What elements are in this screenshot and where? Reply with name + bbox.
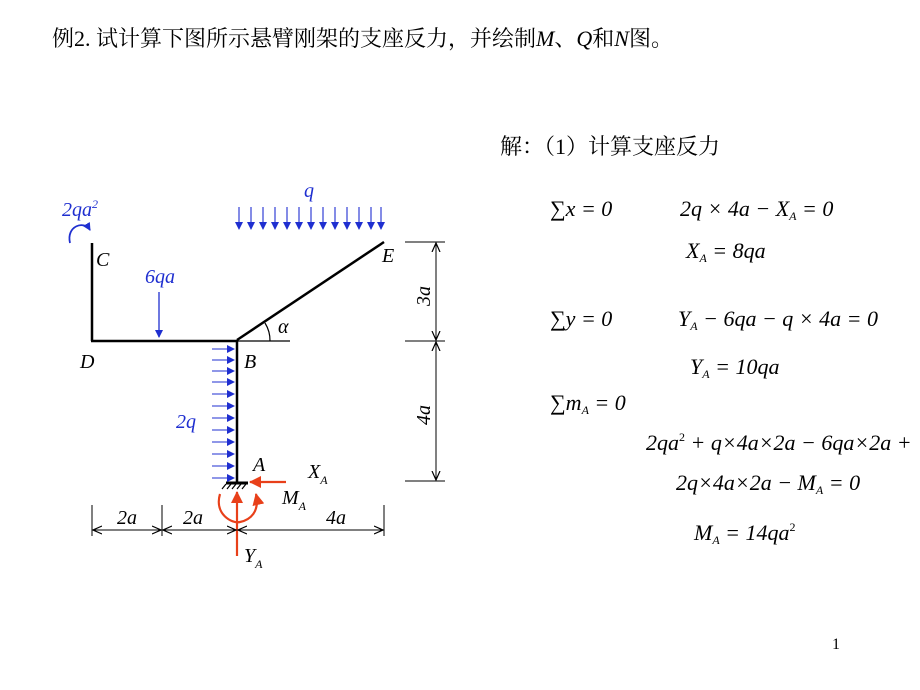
solution-heading: 解：（1）计算支座反力 — [500, 134, 721, 159]
frame-members — [91, 242, 384, 482]
equation-ya-result: $Y_A = 10qa$ — [690, 354, 780, 381]
moment-label: $2qa^2$ — [62, 197, 98, 221]
title-and: 和 — [592, 26, 615, 51]
equation-x-balance: $2q \times 4a - X_A = 0$ — [680, 196, 834, 223]
equation-sum-y: ∑y = 0 — [550, 306, 613, 331]
node-d-label: D — [80, 351, 95, 373]
dim-4a-horizontal: 4a — [326, 507, 346, 529]
fixed-support — [222, 483, 248, 489]
distributed-load-2q-arrows — [212, 349, 234, 478]
distributed-load-2q-label: 2q — [176, 411, 196, 433]
angle-label: α — [278, 316, 289, 338]
reaction-ma-label: $M_A$ — [282, 487, 307, 513]
distributed-load-q-arrows — [239, 207, 381, 229]
distributed-load-q-label: q — [304, 180, 314, 202]
equation-sum-x: ∑x = 0 — [550, 196, 613, 221]
title-m: M — [536, 26, 555, 51]
equation-y-balance: $Y_A - 6qa - q \times 4a = 0$ — [678, 306, 878, 333]
node-e-label: E — [382, 245, 395, 267]
title-sep: 、 — [554, 26, 577, 51]
dim-2a-mid: 2a — [183, 507, 203, 529]
node-b-label: B — [244, 351, 257, 373]
node-a-label: A — [253, 454, 266, 476]
equation-moment-line1: $2qa^2 + q\times 4a\times 2a - 6qa\times 2a$ + — [646, 430, 912, 455]
equation-moment-line2: $2q\times 4a\times 2a - M_A = 0$ — [676, 470, 861, 497]
equation-xa-result: $X_A = 8qa$ — [686, 238, 766, 265]
dim-2a-left: 2a — [117, 507, 137, 529]
angle-arc — [265, 323, 270, 341]
member-be — [237, 242, 384, 340]
title-prefix: 例2. 试计算下图所示悬臂刚架的支座反力，并绘制 — [52, 26, 537, 51]
applied-moment-arrow — [69, 225, 90, 243]
reaction-ya-label: $Y_A$ — [244, 545, 263, 571]
equation-ma-result: $M_A = 14qa^2$ — [694, 520, 796, 547]
node-c-label: C — [96, 249, 110, 271]
page-number: 1 — [832, 636, 840, 653]
title-n: N — [614, 26, 629, 51]
title-suffix: 图。 — [628, 26, 673, 51]
dim-3a-vertical: 3a — [413, 286, 435, 306]
dim-4a-vertical: 4a — [413, 405, 435, 425]
equation-sum-moment: $\sum m_A = 0$ — [550, 390, 626, 417]
title-q: Q — [576, 26, 593, 51]
point-load-label: 6qa — [145, 266, 175, 288]
reaction-xa-label: $X_A$ — [308, 461, 328, 487]
